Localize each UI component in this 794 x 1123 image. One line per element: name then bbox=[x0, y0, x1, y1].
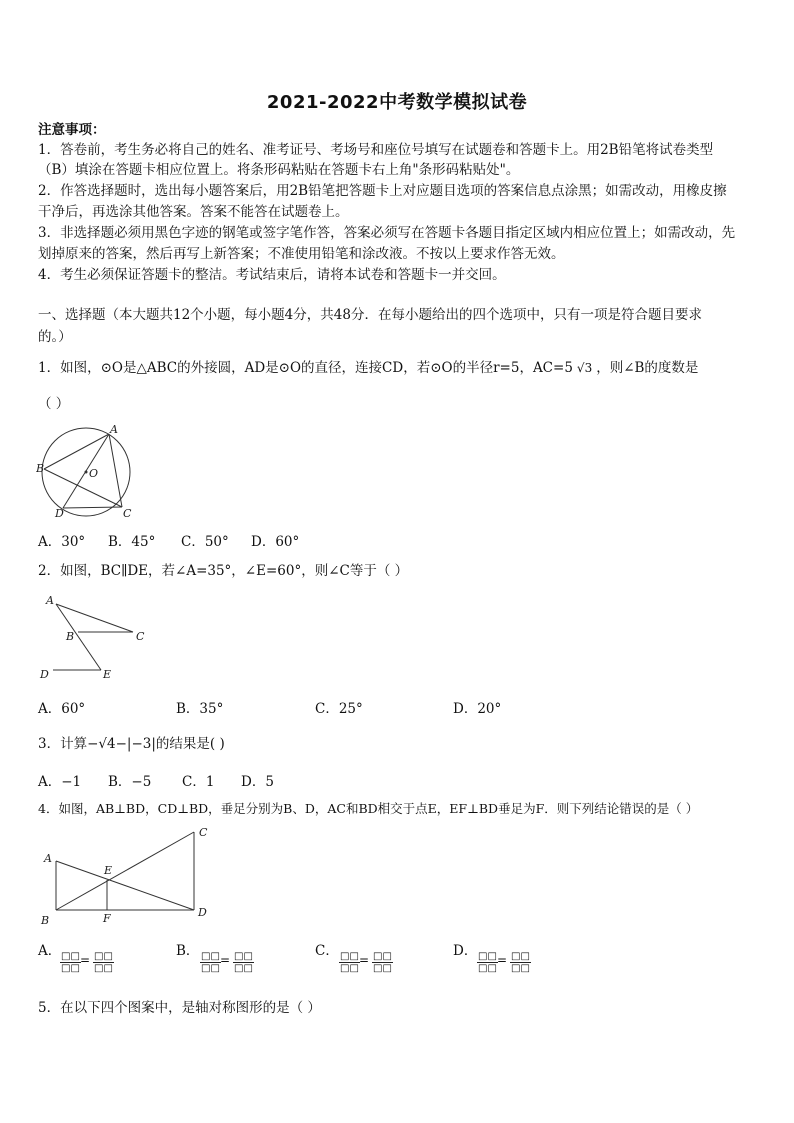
q4-option-d-frac-right: □□ □□ bbox=[511, 951, 530, 974]
q3-option-b: B．−5 bbox=[108, 774, 152, 790]
q4-option-b-frac-left: □□ □□ bbox=[201, 951, 220, 974]
question-1-text: 1．如图，⊙O是△ABC的外接圆，AD是⊙O的直径，连接CD，若⊙O的半径r=5，AC=5 √3 ，则∠B的度数是 bbox=[38, 360, 699, 376]
label-E: E bbox=[104, 864, 113, 877]
label-D: D bbox=[55, 507, 64, 520]
q4-option-c-frac-right: □□ □□ bbox=[373, 951, 392, 974]
label-A: A bbox=[46, 594, 54, 607]
question-1-paren: （ ） bbox=[38, 396, 70, 412]
label-F: F bbox=[103, 912, 111, 925]
q3-option-d: D．5 bbox=[241, 774, 274, 790]
q4-option-b: B． bbox=[176, 943, 200, 959]
q2-option-a: A．60° bbox=[38, 701, 86, 717]
question-2-figure bbox=[36, 590, 151, 686]
label-D: D bbox=[198, 906, 207, 919]
q4-option-b-eq: = bbox=[220, 953, 231, 967]
label-E: E bbox=[103, 668, 112, 681]
q1-option-b: B．45° bbox=[108, 534, 156, 550]
q4-option-d: D． bbox=[453, 943, 478, 959]
label-O: O bbox=[89, 467, 99, 480]
label-B: B bbox=[36, 462, 45, 475]
q4-option-c-eq: = bbox=[359, 953, 370, 967]
notice-line: 2．作答选择题时，选出每小题答案后，用2B铅笔把答题卡上对应题目选项的答案信息点涂黑；如需改动，用橡皮擦 bbox=[38, 183, 727, 199]
notice-line: 划掉原来的答案，然后再写上新答案；不准使用铅笔和涂改液。不按以上要求作答无效。 bbox=[38, 246, 565, 262]
question-4-figure bbox=[36, 822, 216, 936]
question-2-text: 2．如图，BC∥DE，若∠A=35°，∠E=60°，则∠C等于（ ） bbox=[38, 563, 409, 579]
sqrt-3: √3 bbox=[576, 361, 593, 375]
question-3-text: 3．计算−√4−|−3|的结果是( ) bbox=[38, 736, 225, 752]
q1-option-a: A．30° bbox=[38, 534, 86, 550]
q4-option-d-eq: = bbox=[497, 953, 508, 967]
label-B: B bbox=[66, 630, 75, 643]
section-heading: 一、选择题（本大题共12个小题，每小题4分，共48分．在每小题给出的四个选项中，只有一项是符合题目要求 bbox=[38, 307, 702, 323]
q4-option-a: A． bbox=[38, 943, 62, 959]
notice-line: 1．答卷前，考生务必将自己的姓名、准考证号、考场号和座位号填写在试题卷和答题卡上。用2B铅笔将试卷类型 bbox=[38, 142, 714, 158]
q4-option-c: C． bbox=[315, 943, 339, 959]
notice-line: 3．非选择题必须用黑色字迹的钢笔或签字笔作答，答案必须写在答题卡各题目指定区域内相应位置上；如需改动，先 bbox=[38, 225, 736, 241]
q4-option-c-frac-left: □□ □□ bbox=[340, 951, 359, 974]
notice-line: 干净后，再选涂其他答案。答案不能答在试题卷上。 bbox=[38, 204, 349, 220]
section-heading-cont: 的。） bbox=[38, 329, 72, 345]
page-title: 2021-2022中考数学模拟试卷 bbox=[266, 92, 528, 113]
q2-option-b: B．35° bbox=[176, 701, 224, 717]
question-5-text: 5．在以下四个图案中，是轴对称图形的是（ ） bbox=[38, 1000, 321, 1016]
q4-option-a-eq: = bbox=[80, 953, 91, 967]
q1-option-c: C．50° bbox=[181, 534, 229, 550]
label-D: D bbox=[40, 668, 49, 681]
q4-option-a-frac-right: □□ □□ bbox=[94, 951, 113, 974]
q4-option-d-frac-left: □□ □□ bbox=[478, 951, 497, 974]
q2-option-d: D．20° bbox=[453, 701, 502, 717]
q3-option-c: C．1 bbox=[182, 774, 215, 790]
q2-option-c: C．25° bbox=[315, 701, 363, 717]
q4-option-a-frac-left: □□ □□ bbox=[61, 951, 80, 974]
notice-heading: 注意事项： bbox=[38, 122, 106, 138]
label-A: A bbox=[110, 423, 118, 436]
q1-option-d: D．60° bbox=[251, 534, 300, 550]
label-C: C bbox=[199, 826, 208, 839]
q3-option-a: A．−1 bbox=[38, 774, 82, 790]
question-4-text: 4．如图，AB⊥BD，CD⊥BD，垂足分别为B、D，AC和BD相交于点E，EF⊥BD垂足为F．则下列结论错误的是（ ） bbox=[38, 801, 699, 816]
notice-line: （B）填涂在答题卡相应位置上。将条形码粘贴在答题卡右上角"条形码粘贴处"。 bbox=[38, 162, 520, 178]
q4-option-b-frac-right: □□ □□ bbox=[234, 951, 253, 974]
notice-line: 4．考生必须保证答题卡的整洁。考试结束后，请将本试卷和答题卡一并交回。 bbox=[38, 267, 506, 283]
label-C: C bbox=[136, 630, 145, 643]
label-B: B bbox=[41, 914, 50, 927]
question-1-figure bbox=[36, 422, 136, 524]
label-A: A bbox=[44, 852, 52, 865]
label-C: C bbox=[123, 507, 132, 520]
